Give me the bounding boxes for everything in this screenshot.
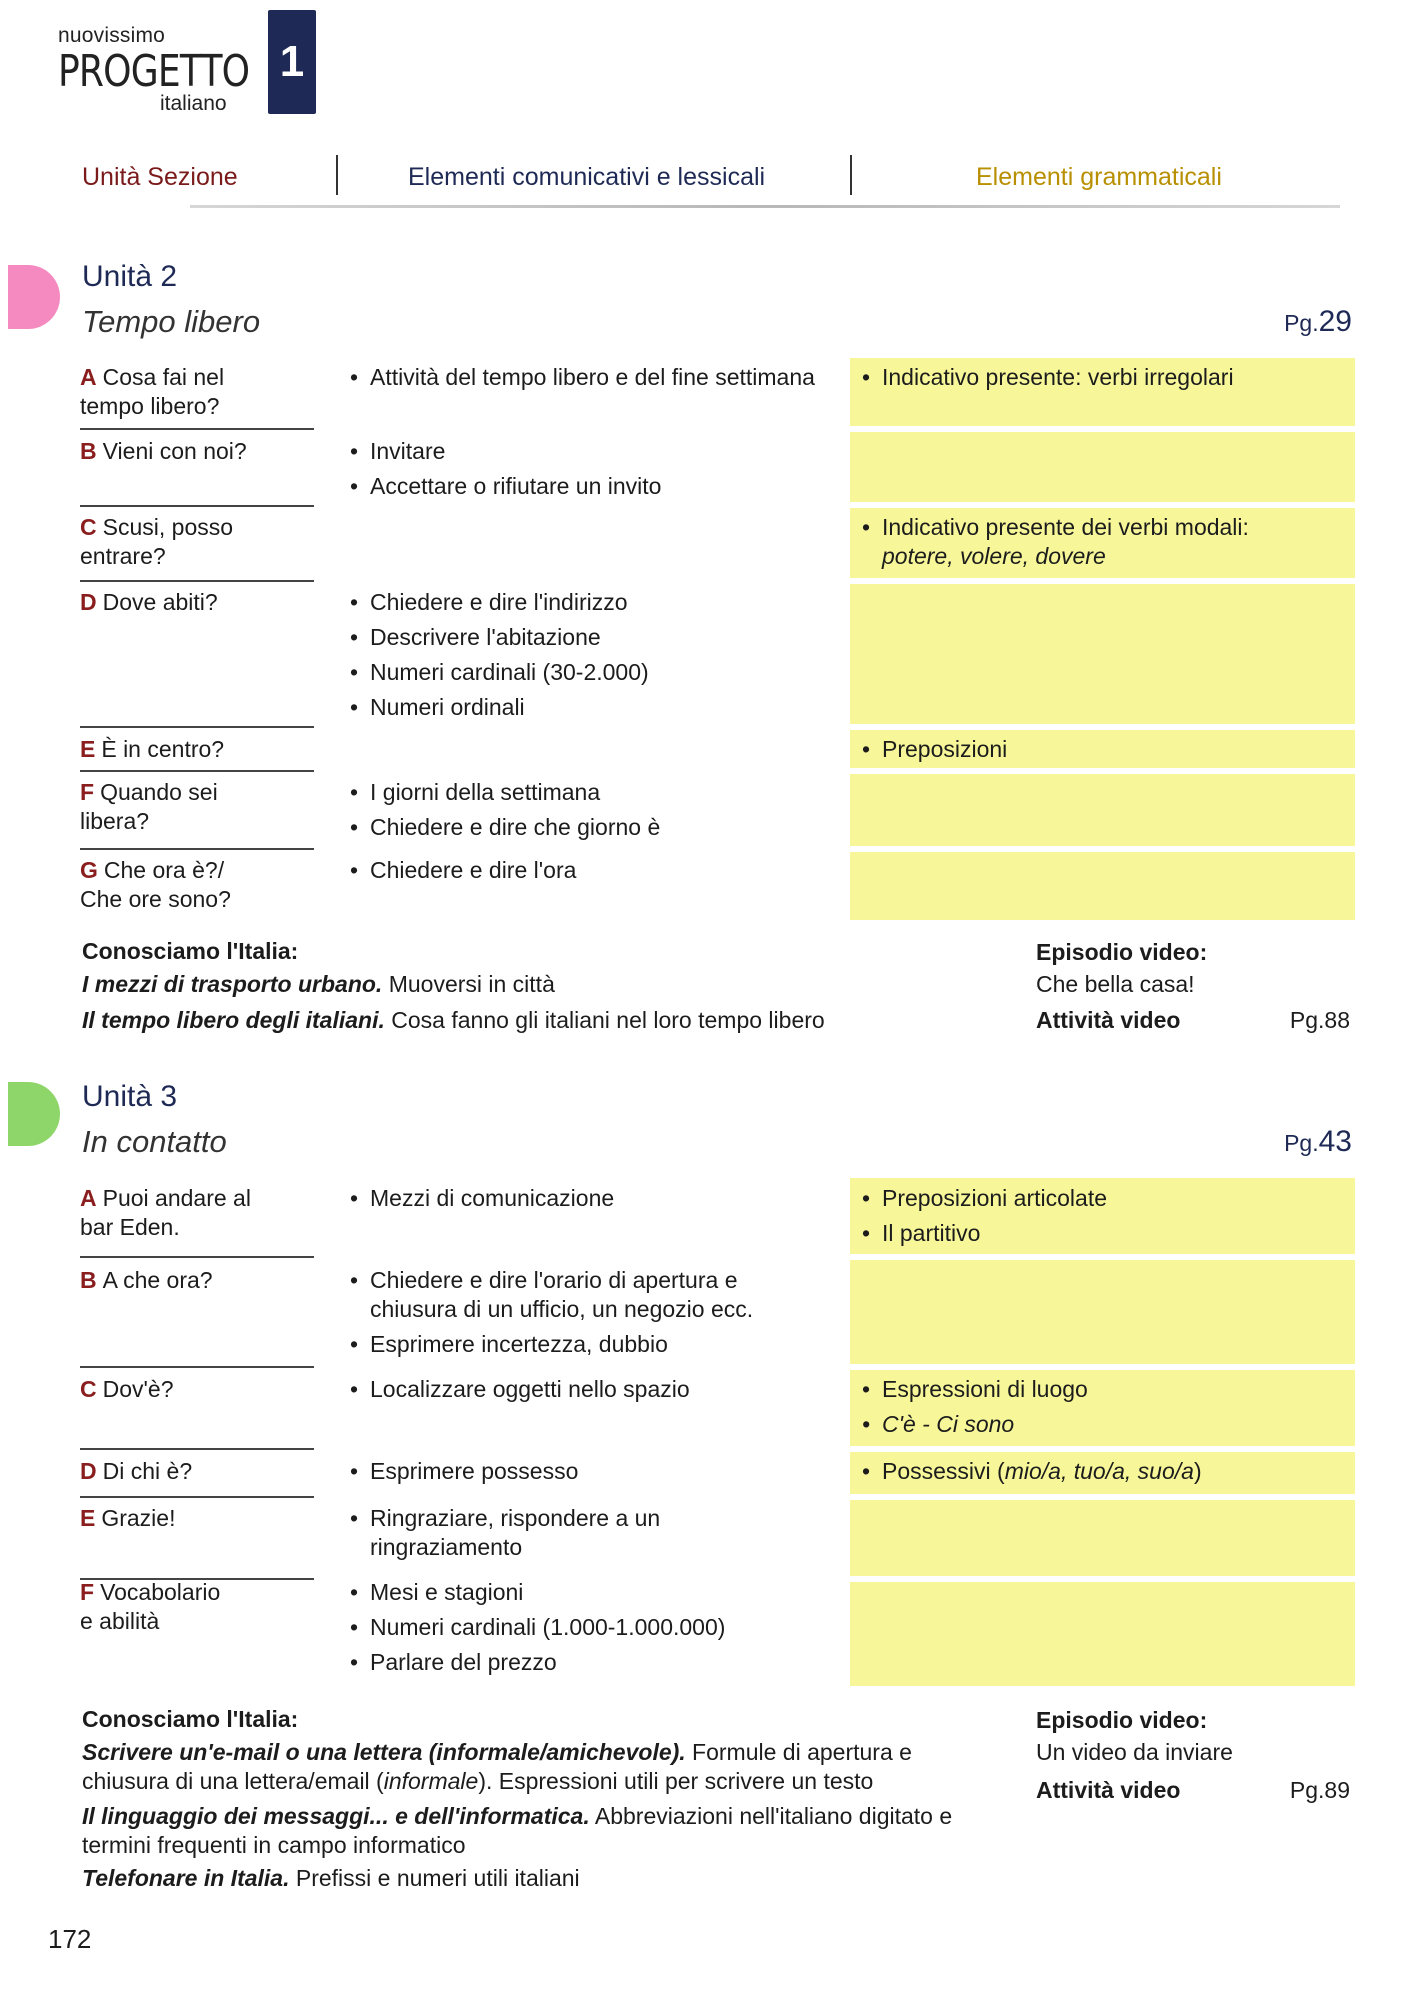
unit2-color-tab <box>8 265 60 329</box>
unit3-c-lexical: • Localizzare oggetti nello spazio <box>348 1375 818 1404</box>
row-separator <box>80 726 314 728</box>
unit3-c-grammar: • Espressioni di luogo • C'è - Ci sono <box>860 1375 1340 1439</box>
unit3-section-f: F Vocabolario e abilità <box>80 1579 221 1634</box>
grammar-cell <box>850 432 1355 502</box>
unit3-attivita-video: Attività video <box>1036 1777 1181 1803</box>
unit3-d-grammar: • Possessivi (mio/a, tuo/a, suo/a) <box>860 1457 1340 1486</box>
unit3-section-d: D Di chi è? <box>80 1458 193 1484</box>
unit3-page-ref: Pg.43 <box>1284 1125 1352 1158</box>
unit2-conosciamo-line2: Il tempo libero degli italiani. Cosa fanno gli italiani nel loro tempo libero <box>82 1007 825 1033</box>
unit2-b-lexical: • Invitare • Accettare o rifiutare un invito <box>348 437 818 501</box>
unit2-episodio-name: Che bella casa! <box>1036 971 1195 997</box>
unit3-title: Unità 3 <box>82 1080 178 1113</box>
brand-progetto: PROGETTO <box>58 46 250 97</box>
unit3-d-lexical: • Esprimere possesso <box>348 1457 818 1486</box>
unit3-section-a: A Puoi andare al bar Eden. <box>80 1185 251 1240</box>
unit2-page-ref: Pg.29 <box>1284 305 1352 338</box>
unit2-conosciamo-title: Conosciamo l'Italia: <box>82 938 299 964</box>
unit3-conosciamo-line2: Il linguaggio dei messaggi... e dell'informatica. Abbreviazioni nell'italiano digitato e termini frequenti in campo informatico <box>82 1803 953 1858</box>
level-badge: 1 <box>268 10 316 114</box>
unit2-section-d: D Dove abiti? <box>80 589 218 615</box>
unit2-section-a: A Cosa fai nel tempo libero? <box>80 364 225 419</box>
row-separator <box>80 770 314 772</box>
header-divider <box>850 155 852 195</box>
row-separator <box>80 1496 314 1498</box>
header-elementi-grammaticali: Elementi grammaticali <box>976 163 1222 191</box>
row-separator <box>80 848 314 850</box>
unit2-c-grammar: • Indicativo presente dei verbi modali: potere, volere, dovere <box>860 513 1340 571</box>
grammar-cell <box>850 1582 1355 1686</box>
header-elementi-comunicativi: Elementi comunicativi e lessicali <box>408 163 766 191</box>
unit2-section-c: C Scusi, posso entrare? <box>80 514 234 569</box>
grammar-cell <box>850 584 1355 724</box>
brand-italiano: italiano <box>160 92 227 115</box>
header-divider <box>336 155 338 195</box>
unit3-conosciamo-line3: Telefonare in Italia. Prefissi e numeri utili italiani <box>82 1865 580 1891</box>
row-separator <box>80 428 314 430</box>
unit3-b-lexical: • Chiedere e dire l'orario di apertura e chiusura di un ufficio, un negozio ecc. • Esprimere incertezza, dubbio <box>348 1266 818 1359</box>
row-separator <box>80 1366 314 1368</box>
unit2-subtitle: Tempo libero <box>82 304 261 339</box>
unit3-conosciamo-title: Conosciamo l'Italia: <box>82 1706 299 1732</box>
page-number: 172 <box>48 1924 92 1954</box>
unit2-f-lexical: • I giorni della settimana • Chiedere e dire che giorno è <box>348 778 818 842</box>
grammar-cell <box>850 852 1355 920</box>
unit3-a-grammar: • Preposizioni articolate • Il partitivo <box>860 1184 1340 1248</box>
unit2-title: Unità 2 <box>82 260 178 293</box>
unit3-color-tab <box>8 1082 60 1146</box>
unit2-g-lexical: • Chiedere e dire l'ora <box>348 856 818 885</box>
row-separator <box>80 1448 314 1450</box>
unit3-section-e: E Grazie! <box>80 1505 176 1531</box>
unit3-section-c: C Dov'è? <box>80 1376 174 1402</box>
unit2-a-grammar: • Indicativo presente: verbi irregolari <box>860 363 1340 392</box>
brand-nuovissimo: nuovissimo <box>58 24 166 47</box>
header-unita-sezione: Unità Sezione <box>82 163 238 191</box>
unit2-conosciamo-line1: I mezzi di trasporto urbano. Muoversi in città <box>82 971 555 997</box>
row-separator <box>80 505 314 507</box>
unit3-episodio-name: Un video da inviare <box>1036 1739 1233 1765</box>
header-rule <box>190 205 1340 208</box>
unit2-e-grammar: • Preposizioni <box>860 735 1340 764</box>
unit2-section-g: G Che ora è?/ Che ore sono? <box>80 857 231 912</box>
unit2-d-lexical: • Chiedere e dire l'indirizzo • Descrivere l'abitazione • Numeri cardinali (30-2.000) • Numeri ordinali <box>348 588 818 722</box>
unit3-episodio-title: Episodio video: <box>1036 1707 1208 1733</box>
grammar-cell <box>850 1260 1355 1364</box>
unit3-e-lexical: • Ringraziare, rispondere a un ringraziamento <box>348 1504 818 1562</box>
unit3-attivita-page: Pg.89 <box>1289 1777 1350 1803</box>
unit3-section-b: B A che ora? <box>80 1267 213 1293</box>
unit3-subtitle: In contatto <box>82 1124 227 1159</box>
row-separator <box>80 1256 314 1258</box>
unit2-episodio-title: Episodio video: <box>1036 939 1208 965</box>
unit3-f-lexical: • Mesi e stagioni • Numeri cardinali (1.000-1.000.000) • Parlare del prezzo <box>348 1578 818 1677</box>
unit3-a-lexical: • Mezzi di comunicazione <box>348 1184 818 1213</box>
grammar-cell <box>850 1500 1355 1576</box>
unit2-section-f: F Quando sei libera? <box>80 779 218 834</box>
unit2-section-e: E È in centro? <box>80 736 225 762</box>
unit2-section-b: B Vieni con noi? <box>80 438 247 464</box>
unit2-attivita-video: Attività video <box>1036 1007 1181 1033</box>
row-separator <box>80 580 314 582</box>
unit3-conosciamo-line1: Scrivere un'e-mail o una lettera (informale/amichevole). Formule di apertura e chiusura di una lettera/email (informale). Espressioni utili per scrivere un testo <box>82 1739 912 1794</box>
unit2-a-lexical: • Attività del tempo libero e del fine settimana <box>348 363 818 392</box>
unit2-attivita-page: Pg.88 <box>1289 1007 1350 1033</box>
grammar-cell <box>850 774 1355 846</box>
